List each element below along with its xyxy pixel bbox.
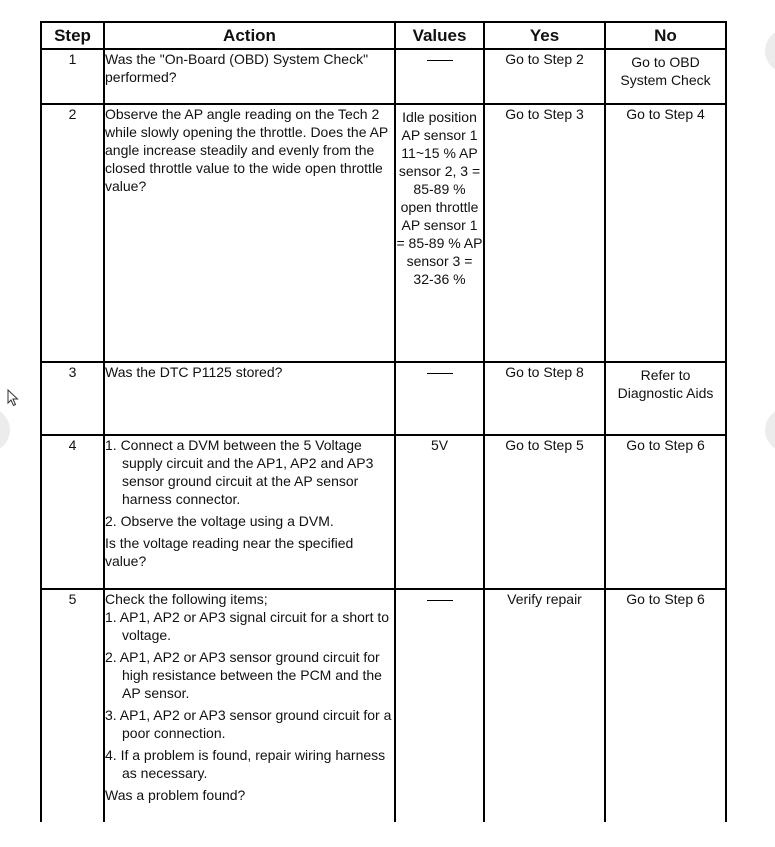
value-text: 5V bbox=[395, 435, 484, 589]
action-list-item: 4. If a problem is found, repair wiring harness as necessary. bbox=[105, 747, 386, 781]
dash-mark bbox=[427, 373, 453, 374]
action-text: Was the "On-Board (OBD) System Check" performed? bbox=[104, 49, 395, 104]
header-step: Step bbox=[41, 22, 104, 49]
decorative-circle-top-right bbox=[765, 29, 775, 73]
action-list-item: 1. AP1, AP2 or AP3 signal circuit for a short to voltage. bbox=[105, 609, 390, 643]
table-row bbox=[41, 104, 726, 362]
yes-result: Verify repair bbox=[484, 589, 605, 822]
value-text: Idle position AP sensor 1 11~15 % AP sensor 2, 3 = 85-89 % open throttle AP sensor 1 = 85-89 % AP sensor 3 = 32-36 % bbox=[395, 104, 484, 362]
step-number: 2 bbox=[41, 104, 104, 362]
value-dash bbox=[395, 49, 484, 104]
header-no: No bbox=[605, 22, 726, 49]
mouse-pointer-icon bbox=[7, 389, 19, 407]
action-text: Observe the AP angle reading on the Tech 2 while slowly opening the throttle. Does the AP angle increase steadily and evenly from the closed throttle value to the wide open throttle value? bbox=[104, 104, 395, 362]
header-values: Values bbox=[395, 22, 484, 49]
table-row bbox=[41, 362, 726, 435]
action-list-item: 3. AP1, AP2 or AP3 sensor ground circuit for a poor connection. bbox=[105, 707, 392, 741]
dash-mark bbox=[427, 600, 453, 601]
table-header-row bbox=[41, 22, 726, 49]
value-dash bbox=[395, 589, 484, 822]
action-text: Was the DTC P1125 stored? bbox=[104, 362, 395, 435]
table-row bbox=[41, 49, 726, 104]
no-result: Go to Step 6 bbox=[605, 589, 726, 822]
table-row bbox=[41, 589, 726, 822]
action-question: Was a problem found? bbox=[105, 787, 246, 803]
no-result: Go to Step 4 bbox=[605, 104, 726, 362]
yes-result: Go to Step 2 bbox=[484, 49, 605, 104]
header-yes: Yes bbox=[484, 22, 605, 49]
action-list-item: 2. AP1, AP2 or AP3 sensor ground circuit for high resistance between the PCM and the AP sensor. bbox=[105, 649, 382, 701]
action-intro: Check the following items; bbox=[105, 591, 268, 607]
step-number: 5 bbox=[41, 589, 104, 822]
no-result: Go to Step 6 bbox=[605, 435, 726, 589]
diagnostic-procedure-table bbox=[40, 21, 727, 822]
step-number: 4 bbox=[41, 435, 104, 589]
decorative-circle-mid-left bbox=[0, 408, 10, 452]
no-result: Refer to Diagnostic Aids bbox=[605, 362, 726, 435]
action-cell bbox=[104, 435, 395, 589]
action-cell bbox=[104, 589, 395, 822]
no-result: Go to OBD System Check bbox=[605, 49, 726, 104]
yes-result: Go to Step 5 bbox=[484, 435, 605, 589]
table-row bbox=[41, 435, 726, 589]
yes-result: Go to Step 8 bbox=[484, 362, 605, 435]
step-number: 1 bbox=[41, 49, 104, 104]
value-dash bbox=[395, 362, 484, 435]
dash-mark bbox=[427, 60, 453, 61]
step-number: 3 bbox=[41, 362, 104, 435]
action-question: Is the voltage reading near the specified value? bbox=[105, 535, 354, 569]
decorative-circle-mid-right bbox=[765, 408, 775, 452]
header-action: Action bbox=[104, 22, 395, 49]
yes-result: Go to Step 3 bbox=[484, 104, 605, 362]
action-list-item: 2. Observe the voltage using a DVM. bbox=[105, 513, 334, 529]
action-list-item: 1. Connect a DVM between the 5 Voltage supply circuit and the AP1, AP2 and AP3 sensor ground circuit at the AP sensor harness connector. bbox=[105, 437, 374, 507]
